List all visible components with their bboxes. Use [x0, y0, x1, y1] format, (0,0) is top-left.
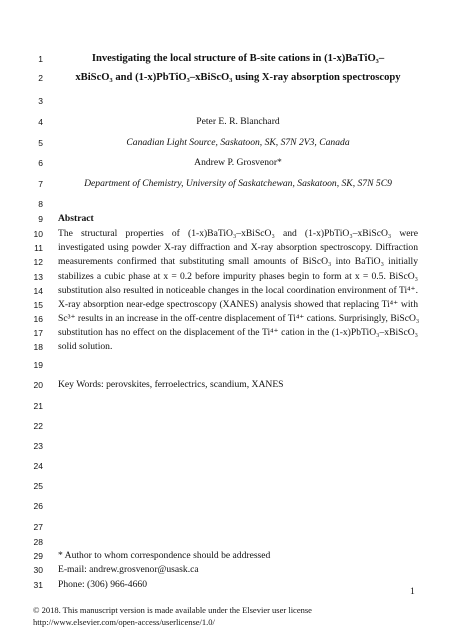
- author-row: [0, 114, 474, 130]
- line-number: 23: [33, 441, 43, 451]
- abstract-text: measurements confirmed that substituting small amounts of BiScO₃ into BaTiO₃ initially: [58, 256, 418, 267]
- page-number: 1: [410, 586, 415, 597]
- abstract-text: stabilizes a cubic phase at x = 0.2 before impurity phases begin to form at x = 0.5. BiScO₃: [58, 271, 418, 282]
- line-number: 10: [33, 229, 43, 239]
- paper-title-line-1: Investigating the local structure of B-site cations in (1-x)BaTiO₃–: [91, 53, 385, 64]
- line-number: 3: [38, 96, 43, 106]
- author-affiliation: Canadian Light Source, Saskatoon, SK, S7N 2V3, Canada: [126, 137, 350, 148]
- line-number: 17: [33, 328, 43, 338]
- author-affiliation: Department of Chemistry, University of Saskatchewan, Saskatoon, SK, S7N 5C9: [84, 178, 392, 189]
- paper-title-line-2: xBiScO₃ and (1-x)PbTiO₃–xBiScO₃ using X-ray absorption spectroscopy: [75, 72, 401, 83]
- line-number: 18: [33, 342, 43, 352]
- line-number: 15: [33, 300, 43, 310]
- line-number: 21: [33, 401, 43, 411]
- line-number: 6: [38, 158, 43, 168]
- footer-license: © 2018. This manuscript version is made available under the Elsevier user license: [33, 605, 312, 615]
- line-row: [0, 93, 474, 109]
- title-line-1: [0, 51, 474, 67]
- abstract-text: Sc³⁺ results in an increase in the off-centre displacement of Ti⁴⁺ cations. Surprisingly, BiScO₃: [58, 313, 420, 324]
- line-number: 9: [38, 214, 43, 224]
- line-number: 12: [33, 257, 43, 267]
- line-number: 4: [38, 117, 43, 127]
- line-number: 31: [33, 580, 43, 590]
- line-number: 20: [33, 380, 43, 390]
- abstract-text: The structural properties of (1-x)BaTiO₃–xBiScO₃ and (1-x)PbTiO₃–xBiScO₃ were: [58, 228, 418, 239]
- abstract-heading-row: [0, 211, 474, 227]
- abstract-line: [0, 254, 474, 270]
- abstract-line: [0, 339, 474, 355]
- line-number: 1: [38, 54, 43, 64]
- line-row: [0, 458, 474, 474]
- line-number: 11: [34, 243, 43, 253]
- abstract-text: substitution also resulted in noticeable changes in the local coordination environment of Ti⁴⁺.: [58, 285, 418, 296]
- author-row: [0, 155, 474, 171]
- line-number: 16: [33, 314, 43, 324]
- line-number: 14: [33, 286, 43, 296]
- correspondence-row: [0, 562, 474, 578]
- line-number: 27: [33, 522, 43, 532]
- line-number: 19: [33, 360, 43, 370]
- line-row: [0, 398, 474, 414]
- line-number: 7: [38, 179, 43, 189]
- line-row: [0, 196, 474, 212]
- line-row: [0, 418, 474, 434]
- line-number: 24: [33, 461, 43, 471]
- line-number: 26: [33, 501, 43, 511]
- correspondence-note: * Author to whom correspondence should be addressed: [58, 550, 271, 561]
- abstract-text: solid solution.: [58, 341, 113, 352]
- abstract-text: investigated using powder X-ray diffraction and X-ray absorption spectroscopy. Diffraction: [58, 242, 418, 253]
- line-number: 8: [38, 199, 43, 209]
- line-number: 25: [33, 481, 43, 491]
- line-number: 2: [38, 73, 43, 83]
- line-number: 13: [33, 272, 43, 282]
- correspondence-row: [0, 577, 474, 593]
- line-number: 28: [33, 537, 43, 547]
- line-number: 30: [33, 565, 43, 575]
- line-row: [0, 519, 474, 535]
- line-row: [0, 478, 474, 494]
- abstract-heading: Abstract: [58, 213, 94, 224]
- affiliation-row: [0, 135, 474, 151]
- line-row: [0, 357, 474, 373]
- author-name: Andrew P. Grosvenor*: [194, 157, 282, 168]
- title-line-2: [0, 70, 474, 86]
- keywords-row: [0, 377, 474, 393]
- line-row: [0, 498, 474, 514]
- footer-url[interactable]: http://www.elsevier.com/open-access/userlicense/1.0/: [33, 617, 215, 627]
- abstract-text: X-ray absorption near-edge spectroscopy (XANES) analysis showed that replacing Ti⁴⁺ with: [58, 299, 418, 310]
- correspondence-email: E-mail: andrew.grosvenor@usask.ca: [58, 564, 199, 575]
- line-number: 29: [33, 551, 43, 561]
- line-row: [0, 438, 474, 454]
- author-name: Peter E. R. Blanchard: [196, 116, 280, 127]
- line-number: 22: [33, 421, 43, 431]
- affiliation-row: [0, 176, 474, 192]
- line-number: 5: [38, 138, 43, 148]
- keywords: Key Words: perovskites, ferroelectrics, scandium, XANES: [58, 379, 284, 390]
- correspondence-phone: Phone: (306) 966-4660: [58, 579, 147, 590]
- abstract-text: substitution has no effect on the displacement of the Ti⁴⁺ cation in the (1-x)PbTiO₃–xBiScO₃: [58, 327, 418, 338]
